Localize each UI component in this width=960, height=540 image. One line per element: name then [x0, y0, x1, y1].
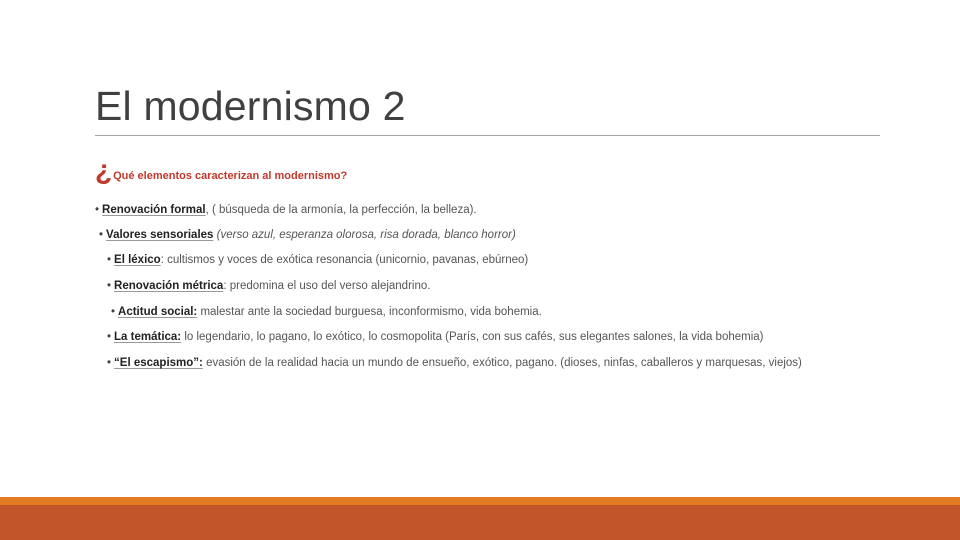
item-label: “El escapismo”:	[114, 357, 203, 369]
list-item-renovacion-formal	[95, 204, 477, 216]
item-label: Renovación formal	[102, 204, 206, 216]
footer-band	[0, 505, 960, 540]
item-label: Valores sensoriales	[106, 229, 214, 241]
footer-accent-stripe	[0, 497, 960, 505]
item-text: malestar ante la sociedad burguesa, inconformismo, vida bohemia.	[197, 306, 542, 318]
bullet: •	[107, 331, 112, 343]
bullet: •	[107, 280, 112, 292]
bullet: •	[107, 357, 112, 369]
item-text: (verso azul, esperanza olorosa, risa dorada, blanco horror)	[213, 229, 516, 241]
item-text: lo legendario, lo pagano, lo exótico, lo cosmopolita (París, con sus cafés, sus elegantes salones, la vida bohemia)	[181, 331, 764, 343]
list-item-tematica	[107, 331, 764, 343]
question-mark: ¿	[95, 154, 113, 185]
slide-title: El modernismo 2	[95, 83, 406, 129]
list-item-escapismo	[107, 357, 802, 369]
title-divider	[95, 135, 880, 136]
bullet: •	[111, 306, 116, 318]
bullet: •	[107, 254, 112, 266]
item-label: Renovación métrica	[114, 280, 224, 292]
item-text: : predomina el uso del verso alejandrino.	[223, 280, 431, 292]
list-item-valores-sensoriales	[99, 229, 516, 241]
item-label: Actitud social:	[118, 306, 198, 318]
item-text: evasión de la realidad hacia un mundo de ensueño, exótico, pagano. (dioses, ninfas, caballeros y marquesas, viejos)	[202, 357, 802, 369]
question-text: Qué elementos caracterizan al modernismo?	[113, 170, 348, 182]
list-item-renovacion-metrica	[107, 280, 430, 292]
item-text: : cultismos y voces de exótica resonancia (unicornio, pavanas, ebúrneo)	[160, 254, 529, 266]
item-text: , ( búsqueda de la armonía, la perfección, la belleza).	[205, 204, 477, 216]
list-item-actitud-social	[111, 306, 542, 318]
item-label: La temática:	[114, 331, 182, 343]
item-label: El léxico	[114, 254, 161, 266]
bullet: •	[95, 204, 100, 216]
list-item-lexico	[107, 254, 528, 266]
bullet: •	[99, 229, 104, 241]
question	[95, 156, 347, 184]
